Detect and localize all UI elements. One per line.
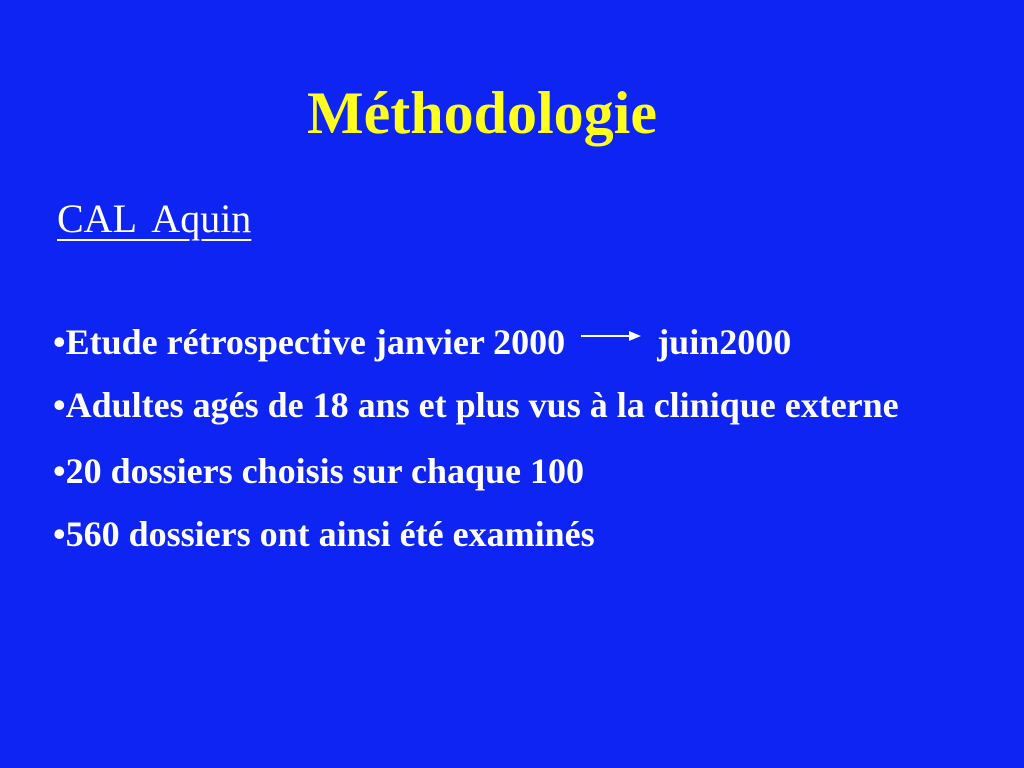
bullet-text-end: juin2000: [657, 322, 792, 362]
bullet-marker: •: [53, 322, 66, 362]
bullet-item: [53, 383, 983, 427]
slide-subtitle: CAL Aquin: [57, 196, 252, 241]
bullet-list: [53, 320, 983, 575]
bullet-item: [53, 449, 983, 493]
bullet-text: 20 dossiers choisis sur chaque 100: [65, 451, 585, 491]
slide-title: Méthodologie: [307, 80, 657, 146]
bullet-item: [53, 320, 983, 364]
bullet-item: [53, 512, 983, 556]
bullet-text: Adultes agés de 18 ans et plus vus à la clinique externe: [65, 385, 899, 425]
bullet-text-start: Etude rétrospective janvier 2000: [65, 322, 566, 362]
bullet-text: 560 dossiers ont ainsi été examinés: [65, 514, 595, 554]
right-arrow-icon: [579, 326, 645, 346]
bullet-marker: •: [53, 514, 66, 554]
bullet-marker: •: [53, 385, 66, 425]
bullet-marker: •: [53, 451, 66, 491]
